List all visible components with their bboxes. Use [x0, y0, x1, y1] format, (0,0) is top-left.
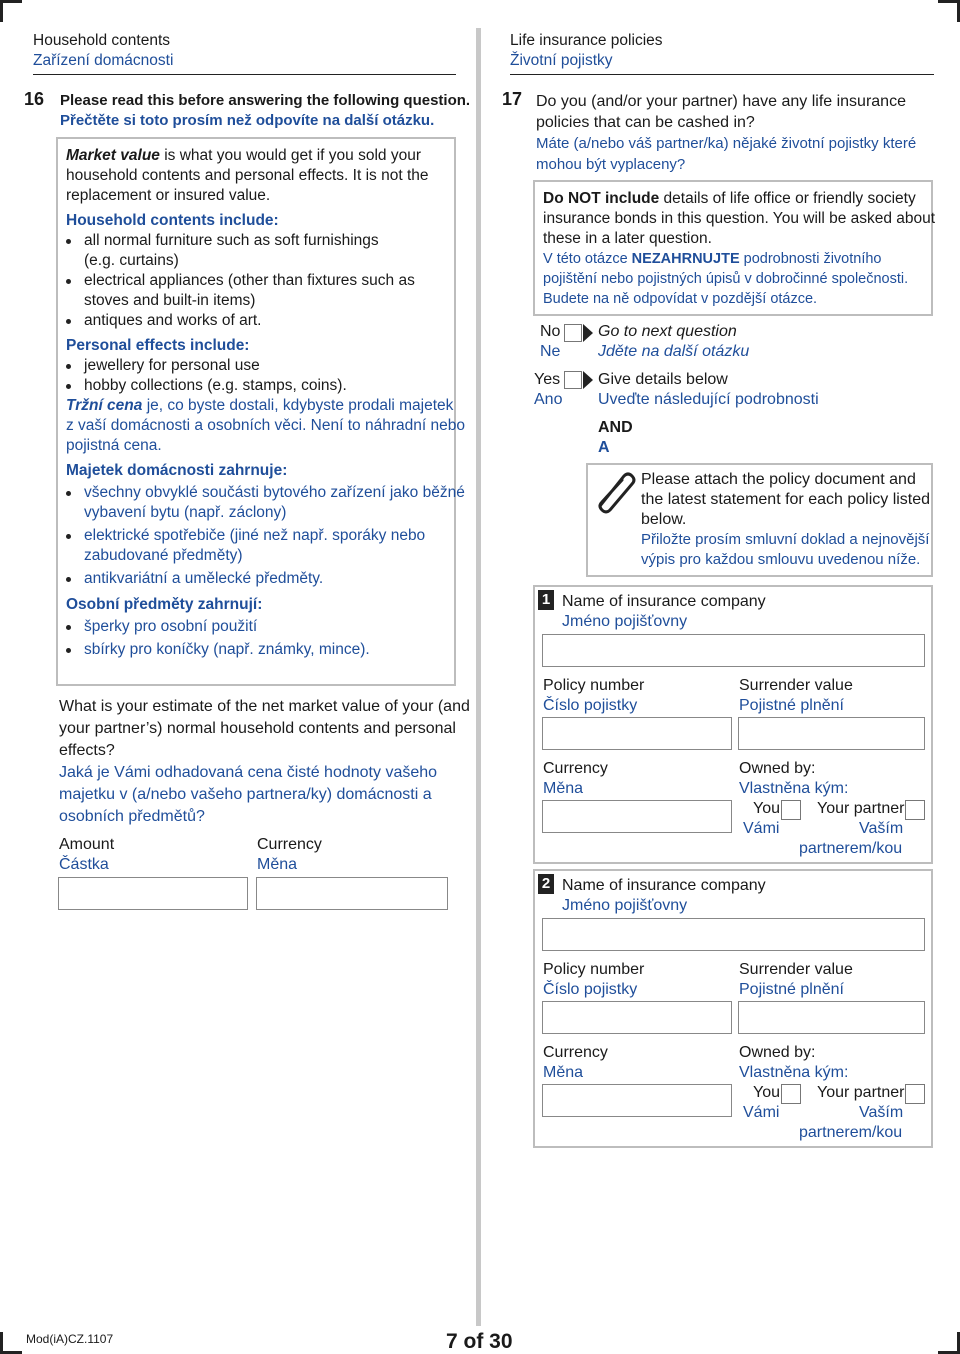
- section-title-cz: Životní pojistky: [510, 52, 613, 69]
- company-name-input[interactable]: [542, 918, 925, 951]
- definition-text-cz: z vaší domácnosti a osobních věci. Není to náhradní nebo: [66, 417, 465, 434]
- definition-text: household contents and personal effects. It is not the: [66, 167, 429, 184]
- column-divider: [476, 28, 481, 1326]
- header-rule: [33, 74, 456, 75]
- question-text: Do you (and/or your partner) have any life insurance policies that can be cashed in? Máte (a/nebo váš partner/ka) nějaké životní pojistky které mohou být vyplaceny?: [536, 93, 917, 173]
- section-header-left: [33, 31, 173, 71]
- owner-partner-label: Your partner Vaším partnerem/kou: [799, 800, 905, 857]
- exclusion-note: Do NOT include details of life office or friendly society insurance bonds in this question. You will be asked about these in a later question. V této otázce NEZAHRNUJTE podrobnosti životního pojištění nebo pojistných úpisů v dobročinné společnosti. Budete na ně odpovídat v pozdější otázce.: [543, 190, 936, 307]
- intro-cz: Přečtěte si toto prosím než odpovíte na další otázku.: [60, 112, 435, 129]
- owner-you-checkbox[interactable]: [781, 1084, 801, 1104]
- list-item: all normal furniture such as soft furnishings (e.g. curtains): [66, 231, 451, 271]
- owner-you-label: You Vámi: [743, 1084, 780, 1121]
- surrender-value-label: Surrender value Pojistné plnění: [739, 677, 853, 714]
- currency-label: Currency Měna: [543, 1044, 608, 1081]
- currency-label: Currency Měna: [543, 760, 608, 797]
- owned-by-label: Owned by: Vlastněna kým:: [739, 760, 849, 797]
- currency-input[interactable]: [256, 877, 448, 910]
- no-instruction: Go to next question Jděte na další otázku: [598, 323, 750, 360]
- crop-mark: [0, 0, 22, 3]
- owner-you-checkbox[interactable]: [781, 800, 801, 820]
- policy-number-badge: 1: [538, 590, 554, 610]
- definition-text-cz: pojistná cena.: [66, 437, 162, 454]
- section-header-right: [510, 31, 663, 71]
- policy-number-input[interactable]: [542, 717, 732, 750]
- amount-input[interactable]: [58, 877, 248, 910]
- question-number: 17: [502, 89, 523, 109]
- term-trzni-cena: Tržní cena: [66, 397, 143, 414]
- definition-text-cz: je, co byste dostali, kdybyste prodali majetek: [142, 397, 454, 414]
- term-market-value: Market value: [66, 147, 160, 164]
- and-label: AND A: [598, 419, 633, 456]
- yes-label: Yes Ano: [534, 371, 563, 408]
- list-item: antikvariátní a umělecké předměty.: [66, 569, 451, 589]
- question-text: What is your estimate of the net market value of your (and your partner’s) normal household contents and personal effects? Jaká je Vámi odhadovaná cena čisté hodnoty vašeho majetku v (a/nebo vašeho partnera/ky) domácnosti a osobních předmětů?: [59, 698, 470, 825]
- company-name-input[interactable]: [542, 634, 925, 667]
- list-item: jewellery for personal use: [66, 356, 451, 376]
- list-item: electrical appliances (other than fixtures such as stoves and built-in items): [66, 271, 451, 311]
- header-rule: [510, 74, 934, 75]
- page-number: 7 of 30: [446, 1330, 513, 1353]
- arrow-right-icon: [583, 371, 593, 389]
- form-code: Mod(iA)CZ.1107: [26, 1332, 114, 1346]
- policy-number-input[interactable]: [542, 1001, 732, 1034]
- heading-household: Household contents include:: [66, 212, 279, 229]
- list-item: šperky pro osobní použití: [66, 617, 451, 637]
- owner-partner-checkbox[interactable]: [905, 800, 925, 820]
- arrow-right-icon: [583, 324, 593, 342]
- surrender-value-input[interactable]: [738, 1001, 925, 1034]
- heading-personal-cz: Osobní předměty zahrnují:: [66, 596, 263, 613]
- section-title-cz: Zařízení domácnosti: [33, 52, 174, 69]
- attach-note: Please attach the policy document and the latest statement for each policy listed below. Přiložte prosím smluvní doklad a nejnovější výpis pro každou smlouvu uvedenou níže.: [641, 471, 931, 568]
- list-item: elektrické spotřebiče (jiné než např. sporáky nebo zabudované předměty): [66, 526, 451, 566]
- section-title: Life insurance policies: [510, 32, 663, 49]
- list-item: antiques and works of art.: [66, 311, 451, 331]
- paperclip-icon: [592, 468, 638, 514]
- currency-label: Currency Měna: [257, 836, 322, 873]
- owner-partner-checkbox[interactable]: [905, 1084, 925, 1104]
- definition-text: is what you would get if you sold your: [159, 147, 421, 164]
- currency-input[interactable]: [542, 800, 732, 833]
- surrender-value-label: Surrender value Pojistné plnění: [739, 961, 853, 998]
- list-item: sbírky pro koníčky (např. známky, mince).: [66, 640, 451, 660]
- amount-label: Amount Částka: [59, 836, 115, 873]
- definition-content: [66, 146, 465, 660]
- list-item: všechny obvyklé součásti bytového zařízení jako běžné vybavení bytu (např. záclony): [66, 483, 451, 523]
- owned-by-label: Owned by: Vlastněna kým:: [739, 1044, 849, 1081]
- policy-number-label: Policy number Číslo pojistky: [543, 961, 645, 998]
- no-checkbox[interactable]: [564, 324, 582, 342]
- currency-input[interactable]: [542, 1084, 732, 1117]
- heading-household-cz: Majetek domácnosti zahrnuje:: [66, 462, 288, 479]
- company-label: Name of insurance company Jméno pojišťovny: [562, 593, 766, 630]
- section-title: Household contents: [33, 32, 171, 49]
- definition-text: replacement or insured value.: [66, 187, 271, 204]
- intro-text: [60, 91, 470, 131]
- question-number: 16: [24, 89, 45, 109]
- yes-checkbox[interactable]: [564, 371, 582, 389]
- surrender-value-input[interactable]: [738, 717, 925, 750]
- intro-en: Please read this before answering the following question.: [60, 92, 471, 109]
- policy-number-badge: 2: [538, 874, 554, 894]
- owner-you-label: You Vámi: [743, 800, 780, 837]
- list-item: hobby collections (e.g. stamps, coins).: [66, 376, 451, 396]
- crop-mark: [0, 1332, 3, 1354]
- owner-partner-label: Your partner Vaším partnerem/kou: [799, 1084, 905, 1141]
- no-label: No Ne: [540, 323, 561, 360]
- heading-personal: Personal effects include:: [66, 337, 250, 354]
- yes-instruction: Give details below Uveďte následující podrobnosti: [598, 371, 819, 408]
- policy-number-label: Policy number Číslo pojistky: [543, 677, 645, 714]
- crop-mark: [0, 0, 3, 22]
- company-label: Name of insurance company Jméno pojišťovny: [562, 877, 766, 914]
